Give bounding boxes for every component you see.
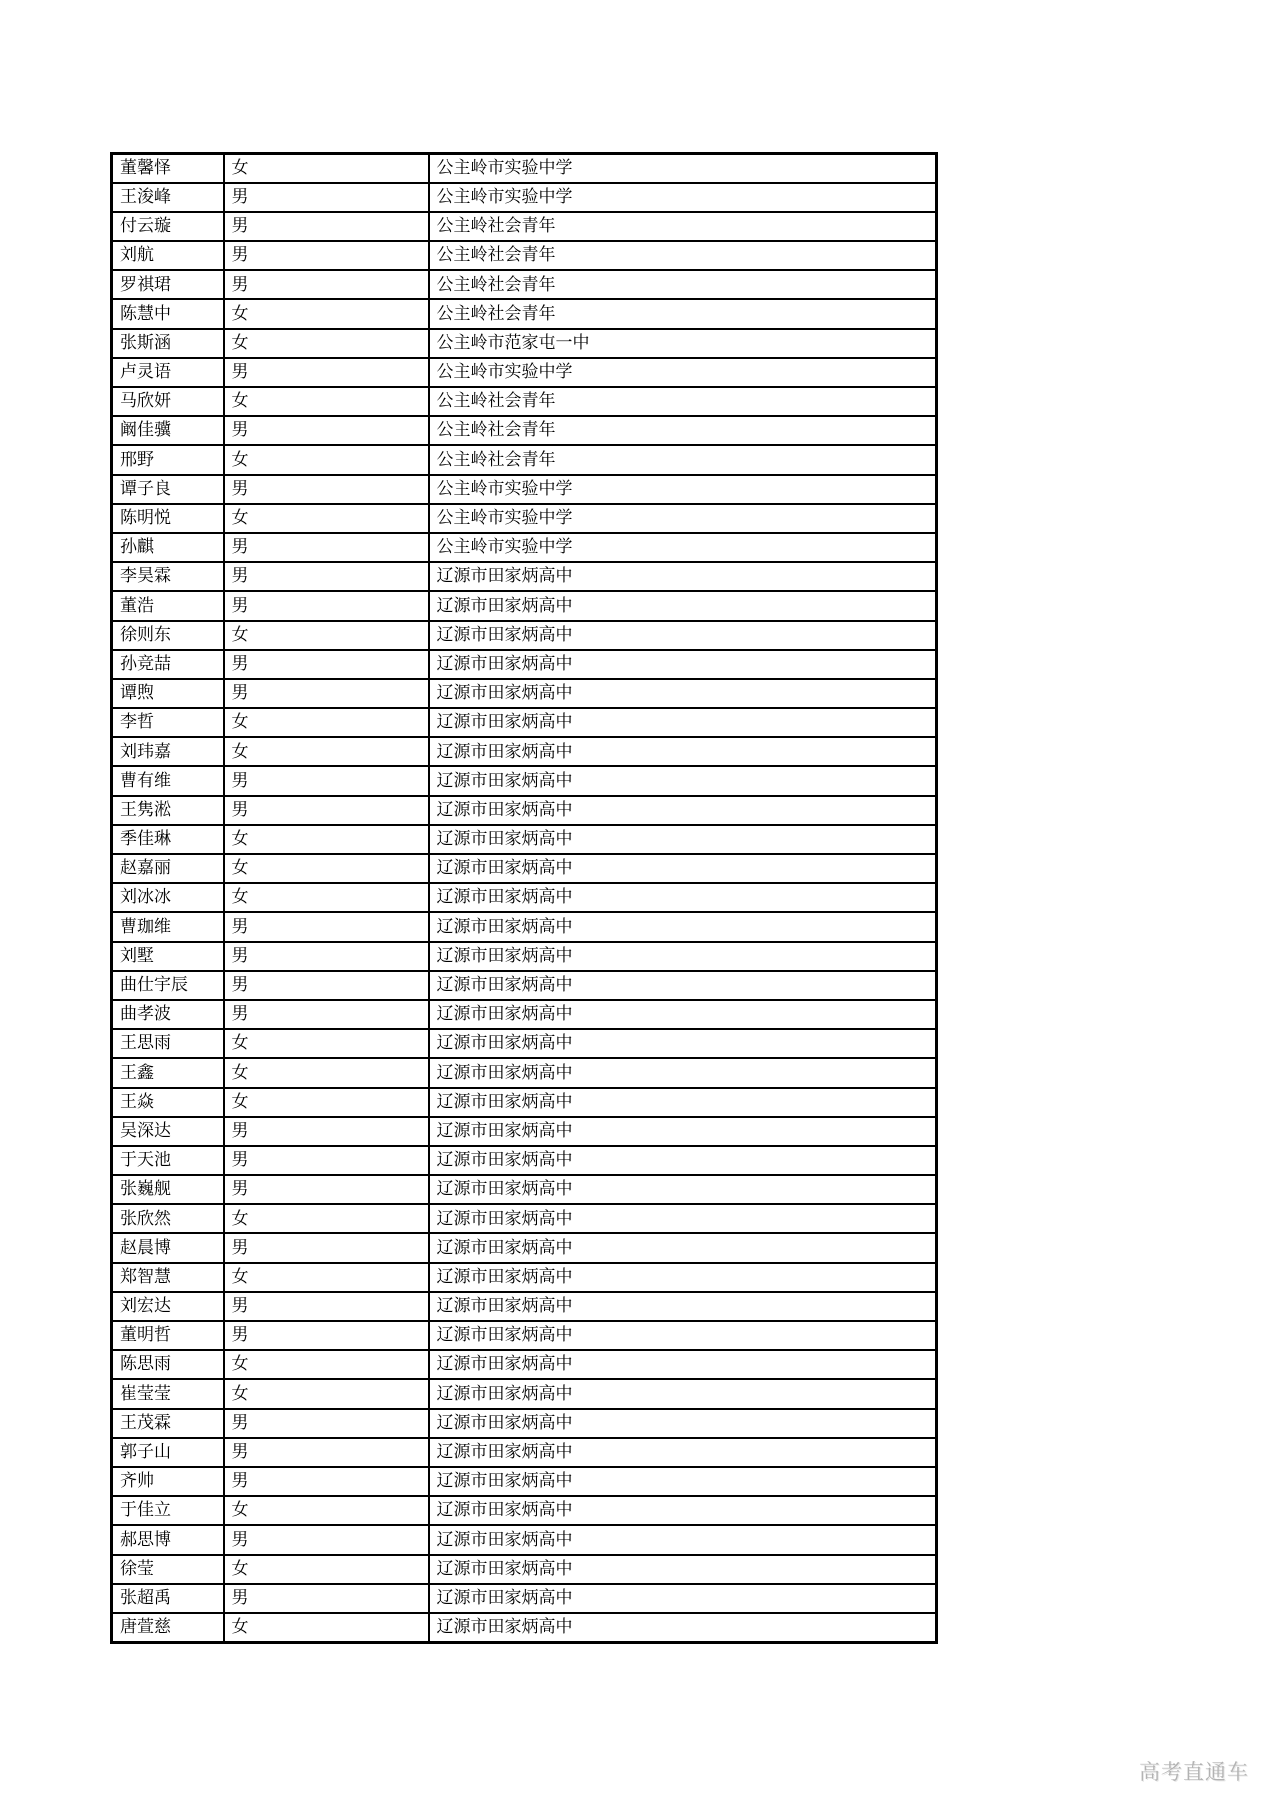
gender-cell: 女 (224, 1350, 429, 1379)
table-row (112, 504, 937, 533)
school-cell: 辽源市田家炳高中 (429, 1088, 937, 1117)
name-cell: 王浚峰 (112, 183, 224, 212)
gender-cell: 女 (224, 1555, 429, 1584)
gender-cell: 男 (224, 1321, 429, 1350)
table-row (112, 1175, 937, 1204)
name-cell: 曲孝波 (112, 1000, 224, 1029)
gender-cell: 男 (224, 1525, 429, 1554)
table-row (112, 533, 937, 562)
name-cell: 罗祺珺 (112, 270, 224, 299)
table-row (112, 942, 937, 971)
table-row (112, 1321, 937, 1350)
table-row (112, 1467, 937, 1496)
table-row (112, 1233, 937, 1262)
school-cell: 辽源市田家炳高中 (429, 679, 937, 708)
gender-cell: 男 (224, 270, 429, 299)
table-row (112, 1058, 937, 1087)
school-cell: 辽源市田家炳高中 (429, 883, 937, 912)
table-row (112, 1263, 937, 1292)
table-row (112, 1496, 937, 1525)
table-row (112, 212, 937, 241)
school-cell: 公主岭社会青年 (429, 445, 937, 474)
school-cell: 辽源市田家炳高中 (429, 1496, 937, 1525)
school-cell: 辽源市田家炳高中 (429, 1117, 937, 1146)
watermark-text: 高考直通车 (1139, 1761, 1249, 1784)
school-cell: 公主岭市实验中学 (429, 358, 937, 387)
gender-cell: 女 (224, 825, 429, 854)
school-cell: 公主岭社会青年 (429, 299, 937, 328)
table-row (112, 1438, 937, 1467)
name-cell: 陈思雨 (112, 1350, 224, 1379)
school-cell: 辽源市田家炳高中 (429, 650, 937, 679)
gender-cell: 男 (224, 241, 429, 270)
table-row (112, 562, 937, 591)
school-cell: 辽源市田家炳高中 (429, 1525, 937, 1554)
school-cell: 公主岭社会青年 (429, 212, 937, 241)
gender-cell: 女 (224, 1204, 429, 1233)
name-cell: 阚佳骥 (112, 416, 224, 445)
gender-cell: 男 (224, 1000, 429, 1029)
school-cell: 辽源市田家炳高中 (429, 1000, 937, 1029)
school-cell: 辽源市田家炳高中 (429, 912, 937, 941)
gender-cell: 男 (224, 796, 429, 825)
name-cell: 郝思博 (112, 1525, 224, 1554)
table-row (112, 1409, 937, 1438)
school-cell: 辽源市田家炳高中 (429, 708, 937, 737)
table-row (112, 1350, 937, 1379)
table-row (112, 591, 937, 620)
table-row (112, 912, 937, 941)
name-cell: 赵晨博 (112, 1233, 224, 1262)
school-cell: 辽源市田家炳高中 (429, 1350, 937, 1379)
name-cell: 吴深达 (112, 1117, 224, 1146)
gender-cell: 女 (224, 1058, 429, 1087)
gender-cell: 男 (224, 942, 429, 971)
gender-cell: 女 (224, 504, 429, 533)
table-row (112, 475, 937, 504)
table-row (112, 621, 937, 650)
name-cell: 李哲 (112, 708, 224, 737)
table-row (112, 737, 937, 766)
gender-cell: 男 (224, 1467, 429, 1496)
table-row (112, 358, 937, 387)
gender-cell: 女 (224, 854, 429, 883)
school-cell: 公主岭社会青年 (429, 241, 937, 270)
name-cell: 董明哲 (112, 1321, 224, 1350)
gender-cell: 男 (224, 562, 429, 591)
table-row (112, 1029, 937, 1058)
table-row (112, 1117, 937, 1146)
school-cell: 辽源市田家炳高中 (429, 766, 937, 795)
school-cell: 公主岭市实验中学 (429, 183, 937, 212)
school-cell: 辽源市田家炳高中 (429, 1204, 937, 1233)
name-cell: 邢野 (112, 445, 224, 474)
gender-cell: 女 (224, 154, 429, 183)
table-row (112, 1613, 937, 1642)
name-cell: 付云璇 (112, 212, 224, 241)
name-cell: 陈明悦 (112, 504, 224, 533)
school-cell: 辽源市田家炳高中 (429, 621, 937, 650)
school-cell: 辽源市田家炳高中 (429, 1175, 937, 1204)
name-cell: 王焱 (112, 1088, 224, 1117)
gender-cell: 男 (224, 1409, 429, 1438)
gender-cell: 男 (224, 533, 429, 562)
gender-cell: 男 (224, 1584, 429, 1613)
table-row (112, 241, 937, 270)
name-cell: 唐萱慈 (112, 1613, 224, 1642)
school-cell: 辽源市田家炳高中 (429, 1292, 937, 1321)
school-cell: 公主岭市实验中学 (429, 533, 937, 562)
name-cell: 于天池 (112, 1146, 224, 1175)
gender-cell: 女 (224, 299, 429, 328)
name-cell: 徐则东 (112, 621, 224, 650)
table-row (112, 679, 937, 708)
school-cell: 辽源市田家炳高中 (429, 1379, 937, 1408)
name-cell: 刘航 (112, 241, 224, 270)
school-cell: 公主岭社会青年 (429, 416, 937, 445)
name-cell: 董馨怿 (112, 154, 224, 183)
gender-cell: 女 (224, 708, 429, 737)
table-row (112, 1379, 937, 1408)
gender-cell: 男 (224, 183, 429, 212)
gender-cell: 女 (224, 387, 429, 416)
gender-cell: 女 (224, 1613, 429, 1642)
name-cell: 曲仕宇辰 (112, 971, 224, 1000)
school-cell: 辽源市田家炳高中 (429, 737, 937, 766)
table-row (112, 708, 937, 737)
table-row (112, 796, 937, 825)
name-cell: 张欣然 (112, 1204, 224, 1233)
table-row (112, 1088, 937, 1117)
gender-cell: 男 (224, 212, 429, 241)
name-cell: 张巍舰 (112, 1175, 224, 1204)
table-row (112, 183, 937, 212)
gender-cell: 男 (224, 416, 429, 445)
gender-cell: 男 (224, 358, 429, 387)
gender-cell: 男 (224, 1438, 429, 1467)
table-row (112, 1292, 937, 1321)
table-row (112, 971, 937, 1000)
table-row (112, 270, 937, 299)
school-cell: 辽源市田家炳高中 (429, 1233, 937, 1262)
name-cell: 张超禹 (112, 1584, 224, 1613)
table-row (112, 825, 937, 854)
gender-cell: 女 (224, 1496, 429, 1525)
gender-cell: 女 (224, 621, 429, 650)
name-cell: 刘玮嘉 (112, 737, 224, 766)
name-cell: 于佳立 (112, 1496, 224, 1525)
school-cell: 辽源市田家炳高中 (429, 1438, 937, 1467)
student-table-body (112, 154, 937, 1643)
name-cell: 董浩 (112, 591, 224, 620)
table-row (112, 154, 937, 183)
school-cell: 辽源市田家炳高中 (429, 562, 937, 591)
gender-cell: 男 (224, 475, 429, 504)
table-row (112, 883, 937, 912)
name-cell: 王茂霖 (112, 1409, 224, 1438)
table-row (112, 1555, 937, 1584)
school-cell: 辽源市田家炳高中 (429, 1263, 937, 1292)
table-row (112, 1146, 937, 1175)
table-row (112, 766, 937, 795)
name-cell: 崔莹莹 (112, 1379, 224, 1408)
table-row (112, 299, 937, 328)
table-row (112, 1204, 937, 1233)
gender-cell: 男 (224, 591, 429, 620)
name-cell: 王鑫 (112, 1058, 224, 1087)
gender-cell: 男 (224, 1146, 429, 1175)
table-row (112, 1584, 937, 1613)
school-cell: 公主岭市实验中学 (429, 154, 937, 183)
gender-cell: 女 (224, 329, 429, 358)
student-roster-table (110, 152, 938, 1644)
gender-cell: 女 (224, 1379, 429, 1408)
school-cell: 辽源市田家炳高中 (429, 1321, 937, 1350)
name-cell: 刘冰冰 (112, 883, 224, 912)
name-cell: 刘墅 (112, 942, 224, 971)
school-cell: 辽源市田家炳高中 (429, 942, 937, 971)
name-cell: 徐莹 (112, 1555, 224, 1584)
school-cell: 辽源市田家炳高中 (429, 1146, 937, 1175)
gender-cell: 男 (224, 912, 429, 941)
name-cell: 王隽淞 (112, 796, 224, 825)
name-cell: 曹有维 (112, 766, 224, 795)
gender-cell: 女 (224, 1088, 429, 1117)
gender-cell: 男 (224, 766, 429, 795)
gender-cell: 女 (224, 883, 429, 912)
gender-cell: 女 (224, 737, 429, 766)
school-cell: 辽源市田家炳高中 (429, 1555, 937, 1584)
school-cell: 公主岭市范家屯一中 (429, 329, 937, 358)
gender-cell: 男 (224, 1175, 429, 1204)
gender-cell: 男 (224, 650, 429, 679)
school-cell: 辽源市田家炳高中 (429, 591, 937, 620)
gender-cell: 男 (224, 679, 429, 708)
table-row (112, 650, 937, 679)
school-cell: 辽源市田家炳高中 (429, 1029, 937, 1058)
name-cell: 孙竞喆 (112, 650, 224, 679)
name-cell: 谭子良 (112, 475, 224, 504)
school-cell: 辽源市田家炳高中 (429, 796, 937, 825)
name-cell: 季佳琳 (112, 825, 224, 854)
table-row (112, 329, 937, 358)
gender-cell: 女 (224, 1029, 429, 1058)
name-cell: 李昊霖 (112, 562, 224, 591)
name-cell: 曹珈维 (112, 912, 224, 941)
table-row (112, 1525, 937, 1554)
name-cell: 刘宏达 (112, 1292, 224, 1321)
gender-cell: 男 (224, 1117, 429, 1146)
school-cell: 公主岭社会青年 (429, 387, 937, 416)
gender-cell: 男 (224, 1292, 429, 1321)
table-row (112, 1000, 937, 1029)
school-cell: 辽源市田家炳高中 (429, 825, 937, 854)
name-cell: 齐帅 (112, 1467, 224, 1496)
school-cell: 公主岭市实验中学 (429, 504, 937, 533)
name-cell: 赵嘉丽 (112, 854, 224, 883)
name-cell: 马欣妍 (112, 387, 224, 416)
name-cell: 张斯涵 (112, 329, 224, 358)
gender-cell: 男 (224, 1233, 429, 1262)
table-row (112, 416, 937, 445)
school-cell: 辽源市田家炳高中 (429, 1409, 937, 1438)
school-cell: 公主岭社会青年 (429, 270, 937, 299)
school-cell: 辽源市田家炳高中 (429, 1467, 937, 1496)
table-row (112, 854, 937, 883)
school-cell: 辽源市田家炳高中 (429, 971, 937, 1000)
gender-cell: 男 (224, 971, 429, 1000)
name-cell: 陈慧中 (112, 299, 224, 328)
school-cell: 辽源市田家炳高中 (429, 1058, 937, 1087)
gender-cell: 女 (224, 445, 429, 474)
name-cell: 卢灵语 (112, 358, 224, 387)
school-cell: 辽源市田家炳高中 (429, 1584, 937, 1613)
name-cell: 王思雨 (112, 1029, 224, 1058)
name-cell: 谭煦 (112, 679, 224, 708)
table-row (112, 445, 937, 474)
table-row (112, 387, 937, 416)
gender-cell: 女 (224, 1263, 429, 1292)
school-cell: 辽源市田家炳高中 (429, 1613, 937, 1642)
school-cell: 公主岭市实验中学 (429, 475, 937, 504)
name-cell: 郑智慧 (112, 1263, 224, 1292)
name-cell: 郭子山 (112, 1438, 224, 1467)
school-cell: 辽源市田家炳高中 (429, 854, 937, 883)
name-cell: 孙麒 (112, 533, 224, 562)
